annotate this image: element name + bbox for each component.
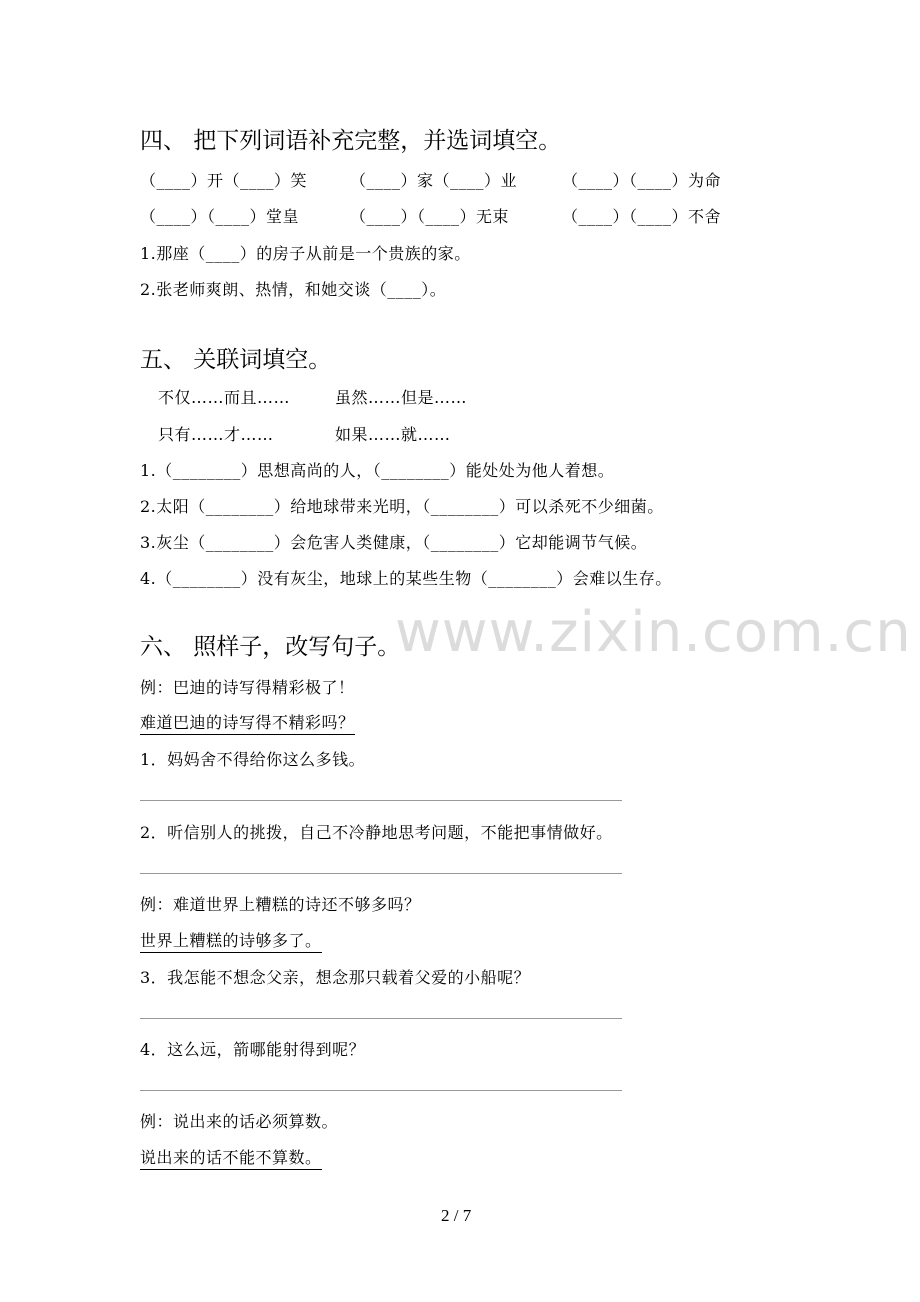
watermark: www.zixin.com.cn — [395, 600, 912, 665]
section-6-title: 六、 照样子，改写句子。 — [140, 634, 401, 660]
s4-row2-item3: （____）（____）不舍 — [562, 207, 722, 226]
s4-row1-item1: （____）开（____）笑 — [140, 171, 308, 190]
s6-example-2: 例：难道世界上糟糕的诗还不够多吗？ — [140, 895, 421, 914]
answer-line-4 — [140, 1090, 622, 1091]
answer-line-1 — [140, 800, 622, 801]
s4-question-1: 1.那座（____）的房子从前是一个贵族的家。 — [140, 244, 471, 263]
s4-row2-item2: （____）（____）无束 — [350, 207, 510, 226]
s6-example-3: 例：说出来的话必须算数。 — [140, 1112, 339, 1131]
s5-word-1: 不仅……而且…… — [158, 388, 291, 407]
s6-example-1: 例：巴迪的诗写得精彩极了！ — [140, 678, 355, 697]
page-number: 2 / 7 — [441, 1206, 472, 1225]
s4-row2-item1: （____）（____）堂皇 — [140, 207, 300, 226]
s4-row1-item2: （____）家（____）业 — [350, 171, 518, 190]
s5-question-2: 2.太阳（________）给地球带来光明，（________）可以杀死不少细菌。 — [140, 497, 664, 516]
answer-line-3 — [140, 1018, 622, 1019]
s4-row1-item3: （____）（____）为命 — [562, 171, 722, 190]
s5-word-4: 如果……就…… — [335, 425, 451, 444]
s5-word-3: 只有……才…… — [158, 425, 274, 444]
section-4-title: 四、 把下列词语补充完整，并选词填空。 — [140, 128, 562, 154]
s4-question-2: 2.张老师爽朗、热情，和她交谈（____）。 — [140, 280, 447, 299]
s6-example-2-answer: 世界上糟糕的诗够多了。 — [140, 928, 322, 953]
s6-example-1-answer: 难道巴迪的诗写得不精彩吗？ — [140, 710, 355, 735]
s5-question-4: 4.（________）没有灰尘，地球上的某些生物（________）会难以生存。 — [140, 569, 672, 588]
s6-question-1: 1．妈妈舍不得给你这么多钱。 — [140, 750, 366, 769]
section-5-title: 五、 关联词填空。 — [140, 347, 332, 373]
s6-question-3: 3．我怎能不想念父亲，想念那只载着父爱的小船呢？ — [140, 968, 531, 987]
s6-question-4: 4．这么远，箭哪能射得到呢？ — [140, 1040, 366, 1059]
s5-question-3: 3.灰尘（________）会危害人类健康，（________）它却能调节气候。 — [140, 533, 648, 552]
s5-question-1: 1.（________）思想高尚的人，（________）能处处为他人着想。 — [140, 461, 615, 480]
s6-example-3-answer: 说出来的话不能不算数。 — [140, 1145, 322, 1170]
s5-word-2: 虽然……但是…… — [335, 388, 468, 407]
answer-line-2 — [140, 873, 622, 874]
s6-question-2: 2．听信别人的挑拨，自己不冷静地思考问题，不能把事情做好。 — [140, 823, 613, 842]
